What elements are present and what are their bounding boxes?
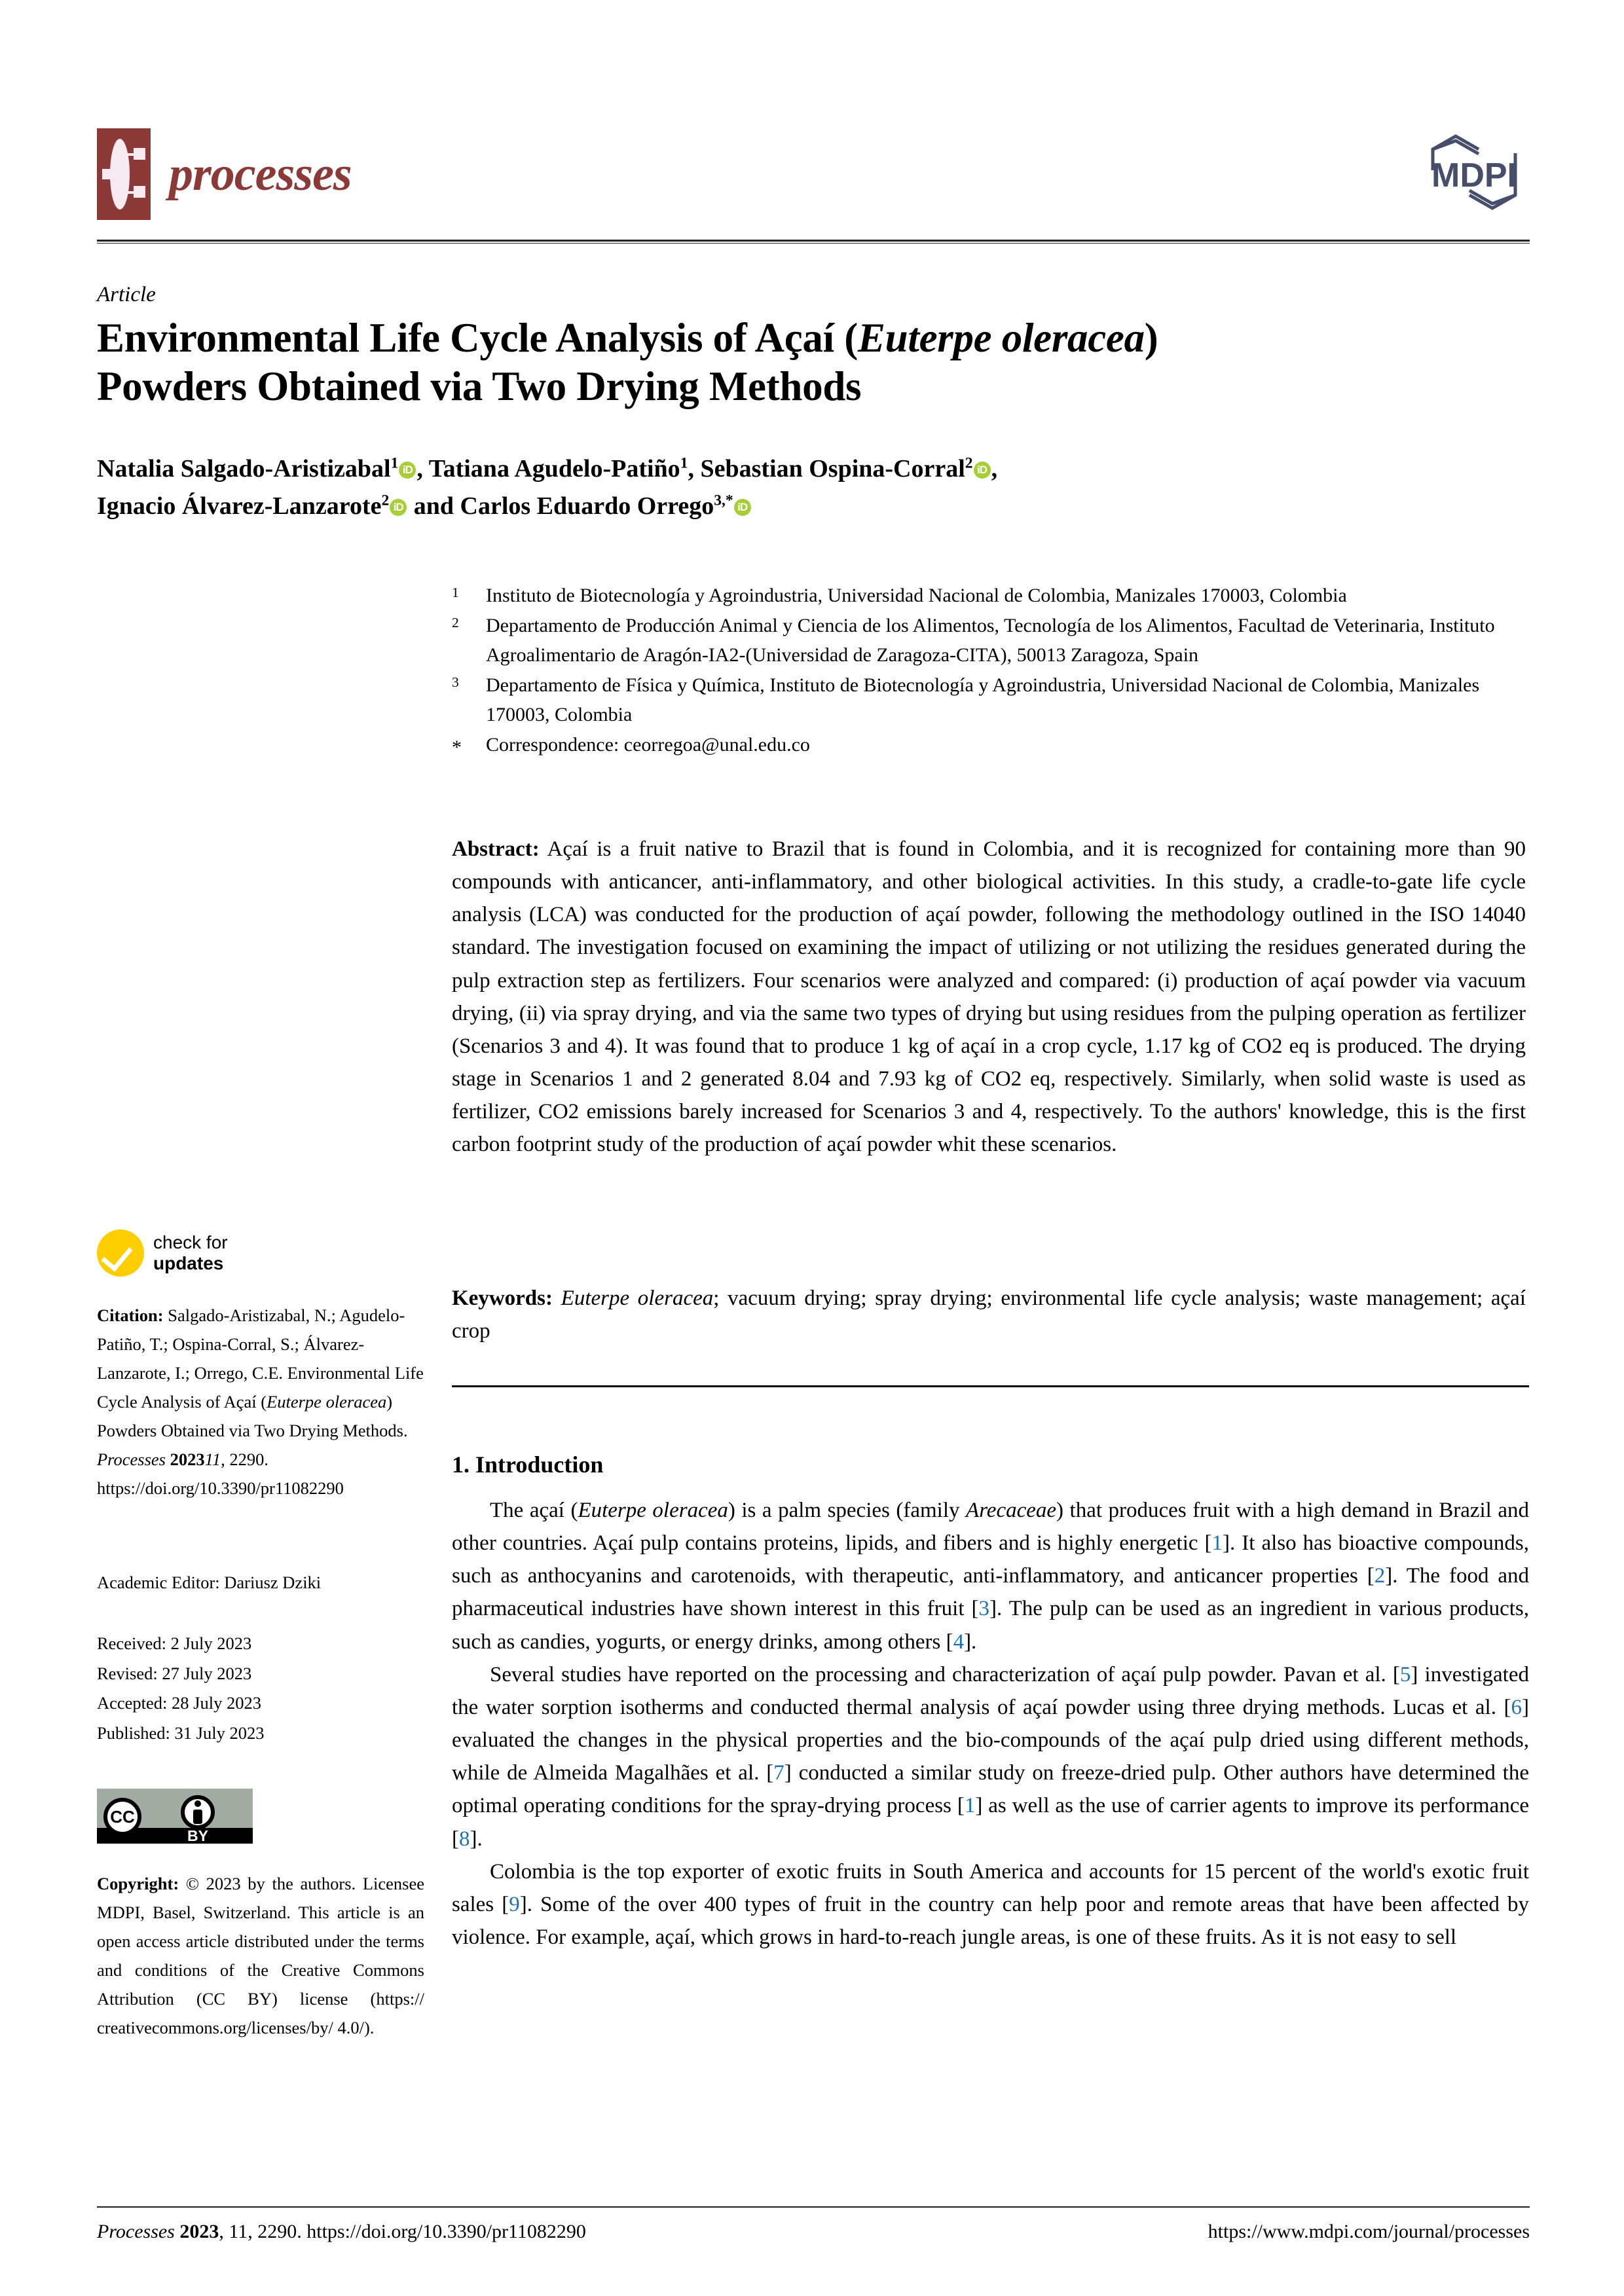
p2-text-f: ].	[470, 1827, 483, 1851]
citation-label: Citation:	[97, 1305, 164, 1325]
citation-link-9[interactable]: 9	[509, 1892, 520, 1916]
p2-text-b: ] investigated the water sorption isotherms and conducted thermal analysis of açaí powder using three drying methods. Lucas et al. [	[452, 1662, 1529, 1719]
author-affil-mark-4: 2	[381, 492, 390, 509]
journal-logo	[97, 128, 352, 220]
copyright-block	[97, 1870, 424, 2043]
accepted-date: Accepted: 28 July 2023	[97, 1693, 261, 1713]
crossmark-label	[153, 1232, 228, 1274]
author-name-5[interactable]: and Carlos Eduardo Orrego	[413, 492, 714, 520]
affiliation-text: Departamento de Producción Animal y Ciencia de los Alimentos, Tecnología de los Alimentos, Facultad de Veterinaria, Instituto Agroalimentario de Aragón-IA2-(Universidad de Zaragoza-CITA), 50013 Zaragoza, Spain	[486, 615, 1495, 666]
footer-journal: Processes	[97, 2221, 175, 2242]
citation-link-4[interactable]: 4	[953, 1630, 965, 1654]
revised-date: Revised: 27 July 2023	[97, 1663, 252, 1683]
footer-rest[interactable]: , 11, 2290. https://doi.org/10.3390/pr11082290	[219, 2221, 586, 2242]
page-title	[97, 314, 1492, 410]
citation-mid: ) Powders Obtained via Two Drying Methods.	[97, 1391, 408, 1440]
copyright-label: Copyright:	[97, 1874, 179, 1893]
abstract-divider	[452, 1385, 1529, 1387]
footer-year: 2023	[179, 2221, 219, 2242]
orcid-icon[interactable]: iD	[974, 462, 991, 479]
author-name-3[interactable]: Sebastian Ospina-Corral	[700, 455, 965, 483]
p1-species-2: Arecaceae	[966, 1499, 1057, 1522]
keywords-label: Keywords:	[452, 1286, 553, 1310]
author-affil-mark-5: 3,*	[714, 492, 733, 509]
citation-link-8[interactable]: 8	[459, 1827, 470, 1851]
page-header	[97, 128, 1530, 233]
p3-text-b: ]. Some of the over 400 types of fruit in the country can help poor and remote areas that have been affected by violence. For example, açaí, which grows in hard-to-reach jungle areas, is one of these fruits. As it is not easy to sell	[452, 1892, 1530, 1950]
affiliation-mark: 3	[452, 674, 459, 691]
p3-text-a: Colombia is the top exporter of exotic fruits in South America and accounts for 15 percent of the world's exotic fruit sales [	[452, 1859, 1529, 1916]
affiliation-item	[452, 611, 1526, 670]
svg-text:MDPI: MDPI	[1431, 156, 1517, 194]
article-type-label: Article	[97, 283, 156, 306]
title-part-2: )	[1144, 315, 1158, 361]
citation-link-1b[interactable]: 1	[964, 1794, 976, 1818]
crossmark-badge[interactable]	[97, 1230, 228, 1277]
p2-text-a: Several studies have reported on the processing and characterization of açaí pulp powder. Pavan et al. [	[490, 1662, 1400, 1686]
cc-label: CC	[110, 1807, 135, 1827]
paragraph-3	[452, 1855, 1529, 1954]
title-part-1: Environmental Life Cycle Analysis of Açaí (	[97, 315, 858, 361]
author-list: Natalia Salgado-Aristizabal$^1$ iD , Tatiana Agudelo-Patiño$^1$, Sebastian Ospina-Corral$^2$ iD , Ignacio Álvarez-Lanzarote$^2$ iD and Carlos Eduardo Orrego$^{3,*}$ iD	[97, 454, 998, 520]
correspondence-text[interactable]: Correspondence: ceorregoa@unal.edu.co	[486, 733, 810, 756]
published-date: Published: 31 July 2023	[97, 1722, 265, 1743]
p1-text-d: ]. It also has bioactive compounds, such as anthocyanins and carotenoids, with therapeutic, anti-inflammatory, and anticancer properties [	[452, 1531, 1529, 1588]
author-affil-mark-3: 2	[965, 454, 973, 472]
author-affil-mark-2: 1	[680, 454, 688, 472]
header-divider	[97, 240, 1530, 242]
orcid-icon[interactable]: iD	[399, 462, 416, 479]
mdpi-logo-icon	[1418, 132, 1530, 213]
section-heading-introduction: 1. Introduction	[452, 1451, 604, 1478]
citation-volume: 11	[204, 1449, 221, 1469]
abstract-label: Abstract:	[452, 837, 540, 861]
keyword-species: Euterpe oleracea	[561, 1286, 714, 1310]
received-date: Received: 2 July 2023	[97, 1633, 252, 1653]
keywords-block	[452, 1282, 1526, 1347]
affiliation-text: Instituto de Biotecnología y Agroindustria, Universidad Nacional de Colombia, Manizales 170003, Colombia	[486, 585, 1347, 606]
affiliation-list	[452, 581, 1526, 763]
p2-text-c: ] evaluated the changes in the physical properties and the bio-compounds of the açaí pulp dried using different methods, while de Almeida Magalhães et al. [	[452, 1695, 1529, 1785]
title-part-3: Powders Obtained via Two Drying Methods	[97, 363, 862, 409]
crossmark-line-2: updates	[153, 1253, 224, 1273]
author-name-1[interactable]: Natalia Salgado-Aristizabal	[97, 455, 391, 483]
p1-text-f: ]. The pulp can be used as an ingredient in various products, such as candies, yogurts, or energy drinks, among others [	[452, 1597, 1530, 1654]
academic-editor: Academic Editor: Dariusz Dziki	[97, 1573, 322, 1592]
affiliation-text: Departamento de Física y Química, Instituto de Biotecnología y Agroindustria, Universidad Nacional de Colombia, Manizales 170003, Colombia	[486, 674, 1480, 725]
affiliation-mark: 1	[452, 585, 459, 600]
orcid-icon[interactable]: iD	[390, 499, 407, 516]
footer-citation	[97, 2221, 586, 2243]
orcid-icon[interactable]: iD	[734, 499, 751, 516]
footer-divider	[97, 2206, 1530, 2208]
author-affil-mark-1: 1	[390, 454, 399, 472]
p1-text-a: The açaí (	[490, 1499, 578, 1522]
citation-journal: Processes	[97, 1449, 166, 1469]
citation-link-5[interactable]: 5	[1399, 1662, 1411, 1686]
correspondence-item	[452, 731, 1526, 762]
processes-mark-icon	[97, 128, 151, 220]
cc-by-label: BY	[187, 1827, 208, 1844]
journal-title: processes	[169, 147, 352, 201]
citation-link-2[interactable]: 2	[1374, 1564, 1386, 1588]
abstract-block	[452, 833, 1526, 1161]
p1-text-g: ].	[964, 1630, 977, 1654]
body-content	[452, 1494, 1529, 1954]
copyright-text: © 2023 by the authors. Licensee MDPI, Basel, Switzerland. This article is an open access article distributed under the terms and conditions of the Creative Commons Attribution (CC BY) license (https:// creativecommons.org/licenses/by/ 4.0/).	[97, 1874, 424, 2037]
citation-year: 2023	[170, 1449, 205, 1469]
citation-link-1[interactable]: 1	[1211, 1531, 1223, 1556]
author-name-4[interactable]: Ignacio Álvarez-Lanzarote	[97, 492, 382, 520]
p1-text-e: ]. The food and pharmaceutical industries have shown interest in this fruit [	[452, 1564, 1529, 1621]
keywords-text: ; vacuum drying; spray drying; environmental life cycle analysis; waste management; açaí crop	[452, 1286, 1526, 1343]
affiliation-item	[452, 581, 1526, 610]
publication-dates	[97, 1629, 424, 1748]
p2-text-d: ] conducted a similar study on freeze-dried pulp. Other authors have determined the optimal operating conditions for the spray-drying process [	[452, 1761, 1529, 1818]
footer-journal-url[interactable]: https://www.mdpi.com/journal/processes	[1208, 2221, 1530, 2242]
title-species: Euterpe oleracea	[857, 315, 1145, 361]
citation-species: Euterpe oleracea	[267, 1391, 387, 1412]
citation-authors: Salgado-Aristizabal, N.; Agudelo-Patiño, T.; Ospina-Corral, S.; Álvarez-Lanzarote, I.; Orrego, C.E. Environmental Life Cycle Analysis of Açaí (	[97, 1305, 424, 1412]
crossmark-line-1: check for	[153, 1231, 228, 1252]
check-circle-icon	[97, 1230, 144, 1277]
paragraph-1	[452, 1494, 1529, 1658]
citation-link-3[interactable]: 3	[978, 1597, 989, 1621]
citation-block	[97, 1302, 424, 1503]
abstract-text: Açaí is a fruit native to Brazil that is found in Colombia, and it is recognized for containing more than 90 compounds with anticancer, anti-inflammatory, and other biological activities. In this study, a cradle-to-gate life cycle analysis (LCA) was conducted for the production of açaí powder, following the methodology outlined in the ISO 14040 standard. The investigation focused on examining the impact of utilizing or not utilizing the residues generated during the pulp extraction step as fertilizers. Four scenarios were analyzed and compared: (i) production of açaí powder via vacuum drying, (ii) via spray drying, and via the same two types of drying but using residues from the pulping operation as fertilizer (Scenarios 3 and 4). It was found that to produce 1 kg of açaí in a crop cycle, 1.17 kg of CO2 eq is produced. The drying stage in Scenarios 1 and 2 generated 8.04 and 7.93 kg of CO2 eq, respectively. Similarly, when solid waste is used as fertilizer, CO2 emissions barely increased for Scenarios 3 and 4, respectively. To the authors' knowledge, this is the first carbon footprint study of the production of açaí powder whit these scenarios.	[452, 837, 1526, 1157]
affiliation-item	[452, 671, 1526, 729]
p1-text-c: ) that produces fruit with a high demand in Brazil and other countries. Açaí pulp contains proteins, lipids, and fibers and is highly energetic [	[452, 1499, 1530, 1556]
creative-commons-license-icon[interactable]	[97, 1789, 253, 1844]
header-divider-thin	[97, 243, 1530, 244]
paragraph-2	[452, 1658, 1529, 1855]
citation-rest[interactable]: , 2290. https://doi.org/10.3390/pr11082290	[97, 1449, 344, 1498]
citation-link-7[interactable]: 7	[773, 1761, 784, 1785]
affiliation-mark: 2	[452, 615, 459, 631]
author-name-2[interactable]: Tatiana Agudelo-Patiño	[428, 455, 680, 483]
p1-species-1: Euterpe oleracea	[578, 1499, 728, 1522]
citation-link-6[interactable]: 6	[1511, 1695, 1522, 1719]
correspondence-mark: *	[452, 736, 462, 758]
p1-text-b: ) is a palm species (family	[728, 1499, 967, 1522]
p2-text-e: ] as well as the use of carrier agents to improve its performance [	[452, 1794, 1529, 1851]
